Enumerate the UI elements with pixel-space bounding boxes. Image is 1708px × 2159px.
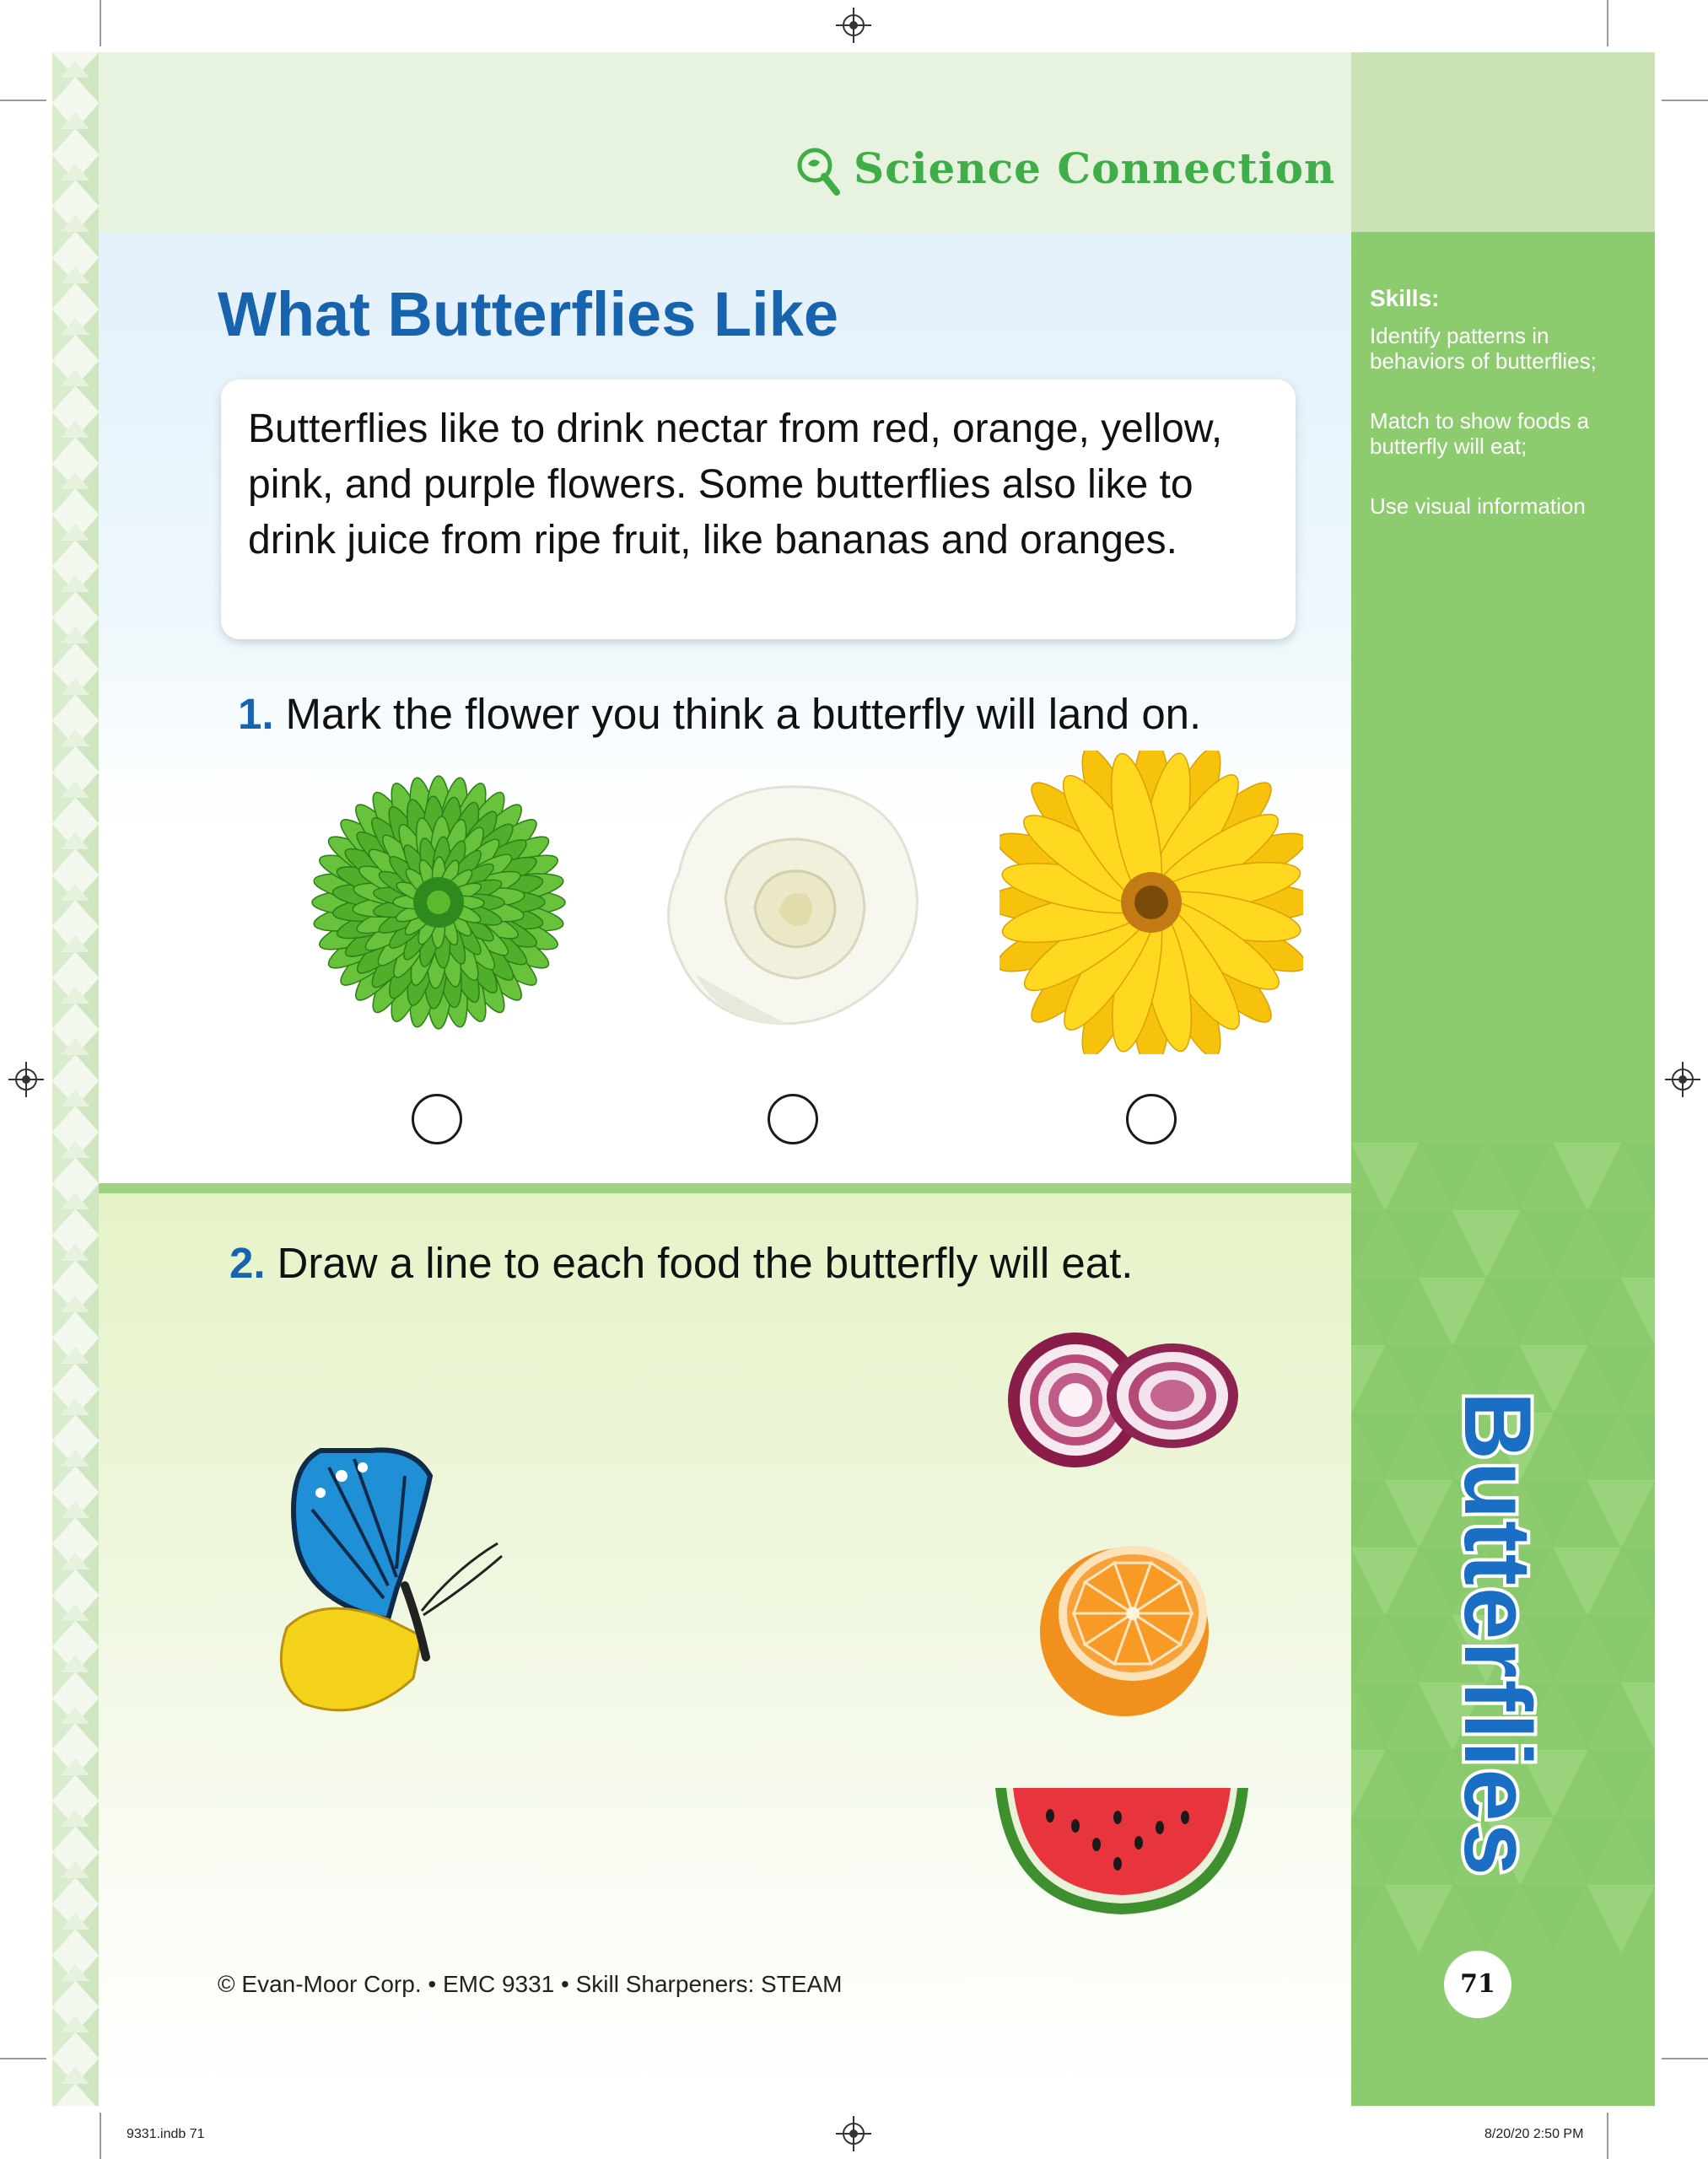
- footer-credit: © Evan-Moor Corp. • EMC 9331 • Skill Sharpeners: STEAM: [218, 1971, 843, 1997]
- page-number: 71: [1460, 1969, 1495, 1999]
- watermelon-image: [991, 1784, 1253, 1922]
- crop-mark: [1662, 100, 1708, 101]
- skill-item: Match to show foods a butterfly will eat;: [1370, 408, 1590, 459]
- butterfly-image: [270, 1442, 515, 1732]
- white-rose-image: [645, 772, 940, 1045]
- section-label: Science Connection: [854, 143, 1336, 193]
- header-band: [99, 52, 1351, 232]
- answer-circle-white-rose[interactable]: [768, 1094, 818, 1144]
- slug-file: 9331.indb 71: [127, 2127, 205, 2141]
- registration-mark-icon: [15, 1069, 37, 1090]
- skill-item: Identify patterns in behaviors of butterflies;: [1370, 323, 1597, 374]
- question-text: Mark the flower you think a butterfly will land on.: [285, 690, 1202, 738]
- intro-text: Butterflies like to drink nectar from red, orange, yellow, pink, and purple flowers. Some butterflies also like to drink juice from ripe fruit, like bananas and oranges.: [248, 406, 1223, 563]
- registration-mark-icon: [843, 2123, 865, 2145]
- orange-image: [1033, 1531, 1219, 1724]
- skill-item: Use visual information: [1370, 493, 1586, 519]
- registration-mark-icon: [1672, 1069, 1694, 1090]
- crop-mark: [1607, 0, 1608, 46]
- crop-mark: [100, 2113, 101, 2159]
- question-number: 1.: [238, 690, 274, 738]
- question-text: Draw a line to each food the butterfly will eat.: [277, 1239, 1134, 1287]
- answer-circle-yellow-flower[interactable]: [1126, 1094, 1177, 1144]
- green-flower-image: [299, 763, 578, 1045]
- onion-image: [1004, 1320, 1248, 1475]
- skills-title: Skills:: [1370, 285, 1440, 311]
- info-box: [221, 380, 1296, 639]
- triangle-pattern-icon: [52, 52, 99, 2106]
- page-title: What Butterflies Like: [218, 279, 838, 349]
- question-2: [229, 1238, 1133, 1288]
- crop-mark: [1662, 2058, 1708, 2059]
- crop-mark: [1607, 2113, 1608, 2159]
- magnifier-icon: [793, 145, 845, 201]
- vertical-topic-title: Butterflies: [1445, 1392, 1550, 1877]
- registration-mark-icon: [843, 14, 865, 36]
- crop-mark: [0, 100, 46, 101]
- question-number: 2.: [229, 1239, 266, 1287]
- crop-mark: [100, 0, 101, 46]
- section-divider: [99, 1183, 1351, 1193]
- crop-mark: [0, 2058, 46, 2059]
- yellow-daisy-image: [999, 751, 1303, 1058]
- slug-date: 8/20/20 2:50 PM: [1484, 2127, 1584, 2141]
- answer-circle-green-flower[interactable]: [412, 1094, 462, 1144]
- left-pattern-strip: [52, 52, 99, 2106]
- sidebar-top: [1351, 52, 1655, 232]
- question-1: [238, 689, 1201, 739]
